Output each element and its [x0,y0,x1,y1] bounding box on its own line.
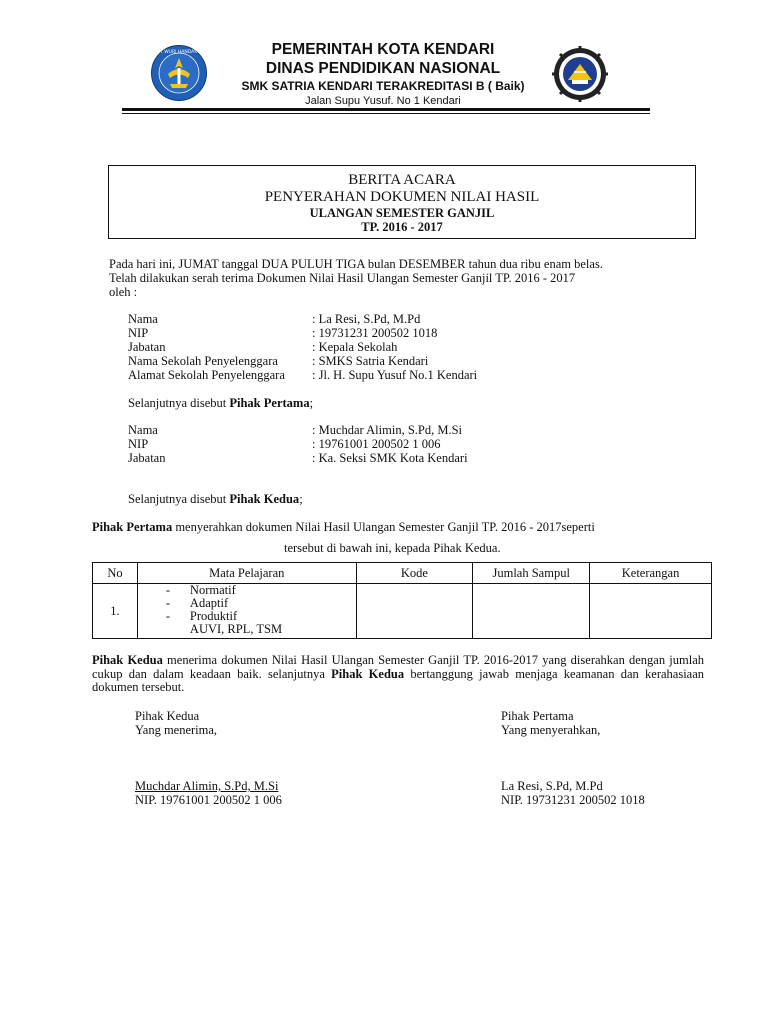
title-line-3: ULANGAN SEMESTER GANJIL [309,206,495,220]
handover-statement-2: tersebut di bawah ini, kepada Pihak Kedua. [284,541,501,555]
cell-jumlah-sampul [473,584,590,639]
letterhead-school: SMK SATRIA KENDARI TERAKREDITASI B ( Baik) [241,79,525,93]
signature-left-role: Pihak Kedua [135,709,200,723]
signature-left-name: Muchdar Alimin, S.Pd, M.Si [135,779,279,793]
document-table [92,562,712,639]
signature-right-caption: Yang menyerahkan, [501,723,601,737]
pihak-pertama-sekolah: Nama Sekolah Penyelenggara : SMKS Satria Kendari [128,354,429,368]
pihak-kedua-nip: NIP : 19761001 200502 1 006 [128,437,441,451]
signature-left-nip: NIP. 19761001 200502 1 006 [135,793,282,807]
cell-no: 1. [93,584,138,639]
pihak-pertama-alamat: Alamat Sekolah Penyelenggara : Jl. H. Supu Yusuf No.1 Kendari [128,368,478,382]
letterhead-address: Jalan Supu Yusuf. No 1 Kendari [305,95,461,107]
pihak-pertama-designation: Selanjutnya disebut Pihak Pertama; [128,396,314,410]
table-header-row [93,563,712,584]
table-row [93,584,712,639]
signature-right-name: La Resi, S.Pd, M.Pd [501,779,603,793]
header-jumlah-sampul: Jumlah Sampul [473,563,590,584]
letterhead-department: DINAS PENDIDIKAN NASIONAL [265,60,501,77]
list-item: AUVI, RPL, TSM [189,622,283,636]
intro-line-3: oleh : [109,285,138,299]
tut-wuri-handayani-logo [150,44,208,102]
signature-right-role: Pihak Pertama [501,709,574,723]
header-no: No [93,563,138,584]
pihak-kedua-jabatan: Jabatan : Ka. Seksi SMK Kota Kendari [128,451,468,465]
title-line-2: PENYERAHAN DOKUMEN NILAI HASIL [264,189,540,205]
list-item: - Adaptif [165,596,229,610]
letterhead-divider-thin [122,113,650,114]
cell-keterangan [590,584,712,639]
document-title-box [108,165,696,239]
list-item: - Produktif [165,609,238,623]
header-mata-pelajaran: Mata Pelajaran [137,563,356,584]
letterhead [220,40,546,109]
pihak-pertama-jabatan: Jabatan : Kepala Sekolah [128,340,398,354]
cell-kode [356,584,473,639]
signature-left-caption: Yang menerima, [135,723,218,737]
pihak-pertama-nama: Nama : La Resi, S.Pd, M.Pd [128,312,421,326]
letterhead-divider-thick [122,108,650,111]
cell-mata-pelajaran [137,584,356,639]
letterhead-government: PEMERINTAH KOTA KENDARI [271,41,495,58]
pihak-pertama-nip: NIP : 19731231 200502 1018 [128,326,438,340]
list-item: - Normatif [165,583,236,597]
pihak-kedua-nama: Nama : Muchdar Alimin, S.Pd, M.Si [128,423,463,437]
handover-statement: Pihak Pertama menyerahkan dokumen Nilai Hasil Ulangan Semester Ganjil TP. 2016 - 2017seperti [92,520,595,534]
intro-line-2: Telah dilakukan serah terima Dokumen Nilai Hasil Ulangan Semester Ganjil TP. 2016 - 2017 [109,271,576,285]
signature-right-nip: NIP. 19731231 200502 1018 [501,793,645,807]
subject-list [138,584,356,638]
title-line-4: TP. 2016 - 2017 [361,220,443,234]
intro-line-1: Pada hari ini, JUMAT tanggal DUA PULUH TIGA bulan DESEMBER tahun dua ribu enam belas. [109,257,603,271]
title-line-1: BERITA ACARA [348,172,456,188]
header-kode: Kode [356,563,473,584]
pihak-kedua-designation: Selanjutnya disebut Pihak Kedua; [128,492,303,506]
school-emblem-logo [552,44,608,104]
header-keterangan: Keterangan [590,563,712,584]
closing-paragraph: Pihak Kedua menerima dokumen Nilai Hasil Ulangan Semester Ganjil TP. 2016-2017 yang diserahkan dengan jumlah cukup dan dalam keadaan baik. selanjutnya Pihak Kedua bertanggung jawab menjaga keamanan dan kerahasiaan dokumen tersebut. [92,653,705,694]
logo-left-text: TUT WURI HANDAYANI [154,50,204,55]
